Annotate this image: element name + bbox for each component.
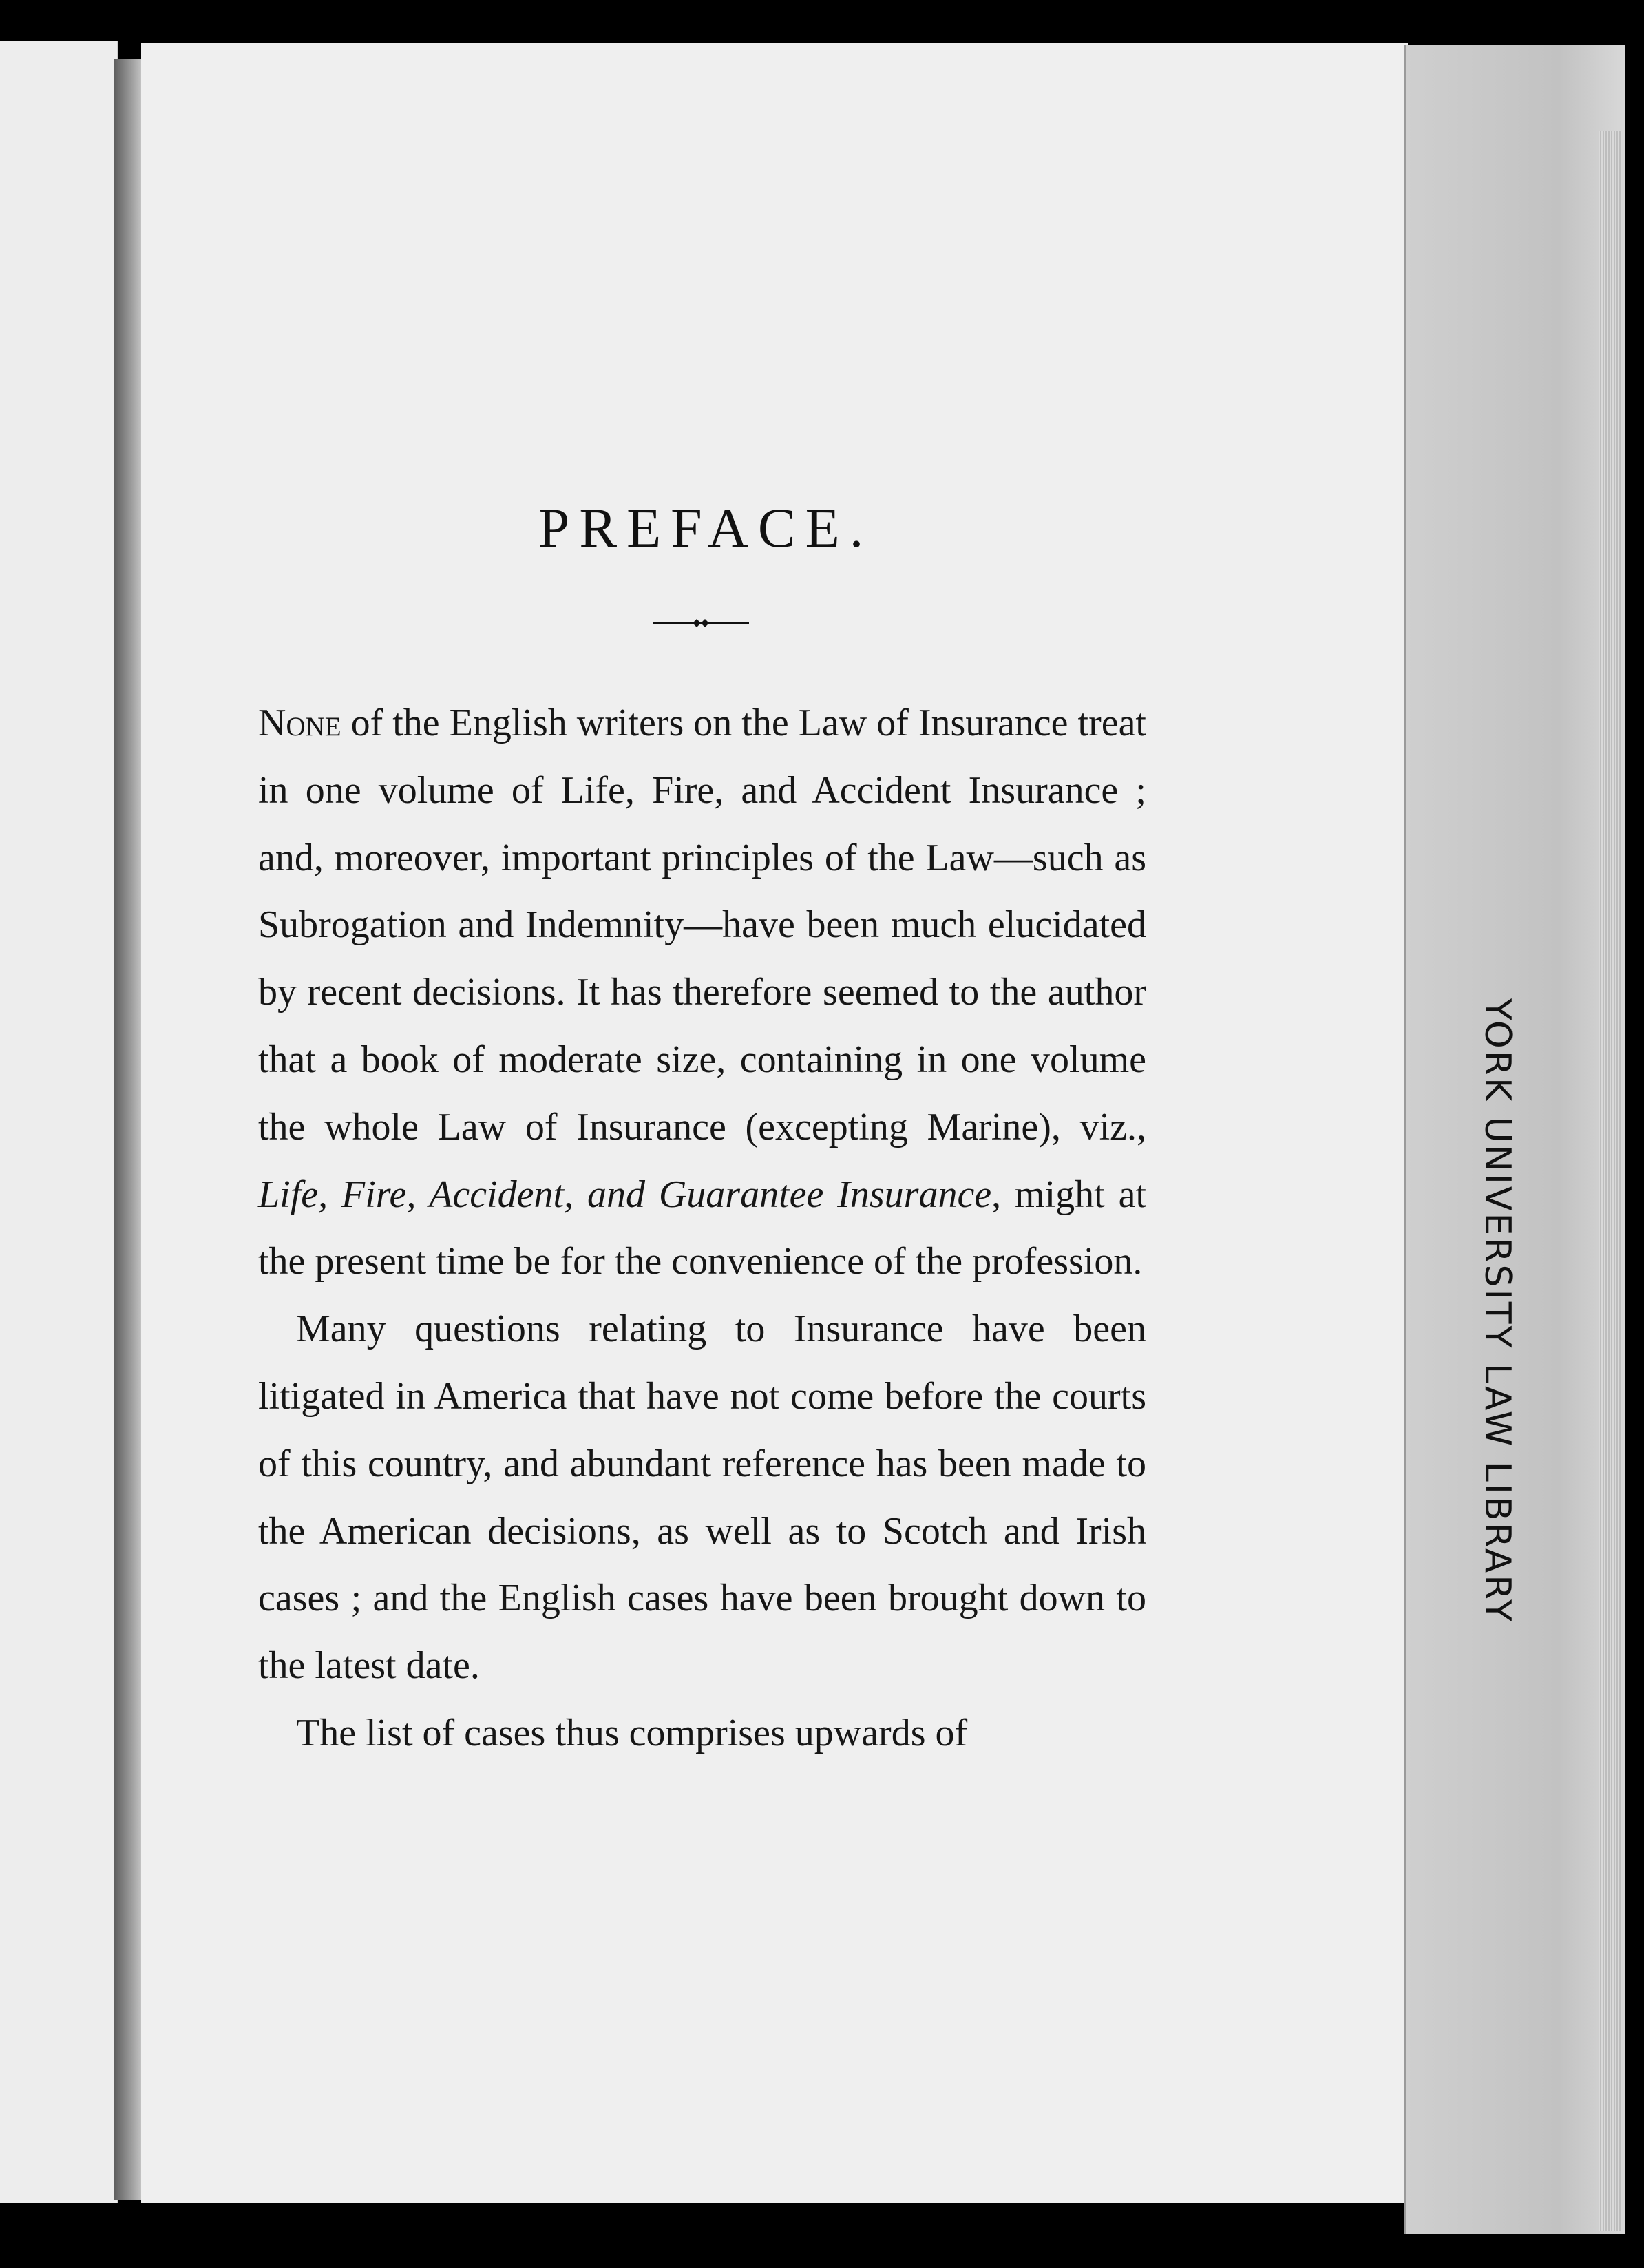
paragraph-1-part-1: of the English writers on the Law of Insurance treat in one volume of Life, Fire, and Accident Insurance ; and, moreover, important principles of the Law—such as Subrogation and Indemnity—have been much elucidated by recent decisions. It has therefore seemed to the author that a book of moderate size, containing in one volume the whole Law of Insurance (excepting Marine), viz., — [258, 702, 1146, 1148]
library-stamp-text: YORK UNIVERSITY LAW LIBRARY — [1477, 998, 1518, 1624]
paragraph-2: Many questions relating to Insurance have been litigated in America that have not come before the courts of this country, and abundant reference has been made to the American decisions, as well as to Scotch and Irish cases ; and the English cases have been brought down to the latest date. — [258, 1308, 1146, 1688]
paragraph-1-part-3: , might at the present time be for the convenience of the profession. — [258, 1173, 1146, 1283]
preface-text — [258, 690, 1146, 1767]
page-edge-stack — [1599, 131, 1622, 2231]
left-page-edge — [0, 41, 118, 2203]
paragraph-3: The list of cases thus comprises upwards of — [296, 1711, 968, 1754]
lead-word: None — [258, 702, 341, 744]
book-gutter — [114, 59, 145, 2200]
paragraph-1 — [258, 690, 1146, 1296]
page-title: PREFACE. — [538, 496, 874, 559]
paragraph-1-italic-list: Life, Fire, Accident, and Guarantee Insurance — [258, 1173, 992, 1216]
title-ornament — [653, 613, 749, 633]
